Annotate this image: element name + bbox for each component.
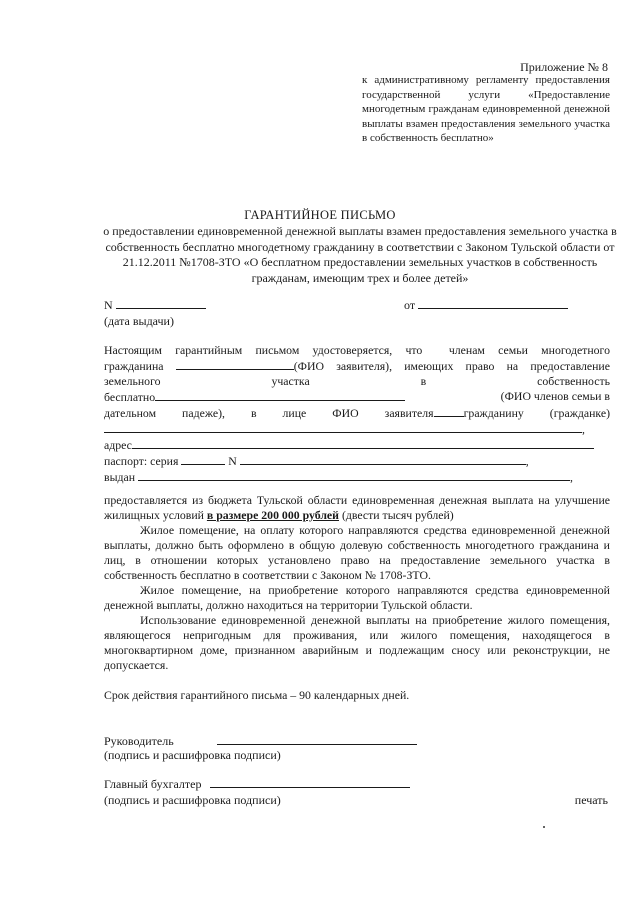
letter-number-field: [104, 297, 206, 313]
paragraph-restriction: Использование единовременной денежной выплаты на приобретение жилого помещения, являющегося непригодным для проживания, или жилого помещения, находящегося в многоквартирном доме, признанном аварийным и подлежащим сносу или реконструкции, не допускается.: [104, 613, 610, 672]
issued-by-blank: [138, 469, 570, 481]
head-signature-note: (подпись и расшифровка подписи): [104, 748, 281, 762]
issue-date-note: (дата выдачи): [104, 314, 174, 328]
paragraph-payment: предоставляется из бюджета Тульской области единовременная денежная выплата на улучшение жилищных условий в размере 200 000 рублей (двести тысяч рублей): [104, 493, 610, 522]
body-fields: [104, 343, 610, 485]
accountant-signature-row: [104, 775, 410, 792]
appendix-title: Приложение № 8: [520, 60, 608, 74]
scan-speck: [543, 826, 545, 828]
passport-row: паспорт: серия N ,: [104, 454, 529, 468]
number-label: N: [104, 298, 113, 312]
date-blank: [418, 297, 568, 309]
body-line-2: гражданина (ФИО заявителя), имеющих право на предоставление: [104, 359, 610, 373]
body-line-5: дательном падеже), в лице ФИО заявителя гражданину (гражданке): [104, 406, 610, 420]
address-blank: [132, 437, 594, 449]
issued-row: выдан ,: [104, 470, 573, 484]
body-line-1: Настоящим гарантийным письмом удостоверяется, что членам семьи многодетного: [104, 343, 610, 357]
body-line-6: ,: [104, 421, 610, 437]
paragraph-territory: Жилое помещение, на приобретение которого направляются средства единовременной денежной выплаты, должно находиться на территории Тульской области.: [104, 583, 610, 612]
accountant-signature-note: (подпись и расшифровка подписи): [104, 793, 281, 807]
from-label: от: [404, 298, 416, 312]
body-paragraphs: [104, 493, 610, 703]
stamp-placeholder: печать: [574, 793, 608, 807]
passport-series-blank: [181, 453, 225, 465]
validity-statement: Срок действия гарантийного письма – 90 календарных дней.: [104, 688, 410, 702]
paragraph-ownership: Жилое помещение, на оплату которого направляются средства единовременной денежной выплаты, должно быть оформлено в общую долевую собственность многодетного гражданина и лиц, в отношении которых установлено право на предоставление земельного участка в собственность бесплатно в соответствии с Законом № 1708-ЗТО.: [104, 523, 610, 582]
accountant-signature-blank: [210, 775, 410, 788]
document-subtitle: о предоставлении единовременной денежной выплаты взамен предоставления земельного участка в собственность бесплатно многодетному гражданину в соответствии с Законом Тульской области от 21.12.2011 №1708-ЗТО «О бесплатном предоставлении земельных участков в собственность гражданам, имеющим трех и более детей»: [103, 224, 617, 285]
family-members-blank: [155, 389, 405, 401]
payment-amount: в размере 200 000 рублей: [206, 508, 339, 522]
document-title: ГАРАНТИЙНОЕ ПИСЬМО: [244, 208, 396, 222]
body-line-3: земельного участка в собственность: [104, 374, 610, 388]
head-signature-blank: [217, 732, 417, 745]
appendix-body: к административному регламенту предоставления государственной услуги «Предоставление многодетным гражданам единовременной денежной выплаты взамен предоставления земельного участка в собственность бесплатно»: [362, 74, 610, 144]
applicant-name-blank: [176, 358, 294, 370]
letter-date-field: [404, 297, 568, 313]
head-signature-row: [104, 732, 417, 749]
body-line-4: бесплатно (ФИО членов семьи в: [104, 389, 610, 404]
address-row: адрес: [104, 437, 610, 453]
head-label: Руководитель: [104, 734, 174, 748]
passport-number-blank: [240, 453, 526, 465]
accountant-label: Главный бухгалтер: [104, 777, 202, 791]
number-blank: [116, 297, 206, 309]
